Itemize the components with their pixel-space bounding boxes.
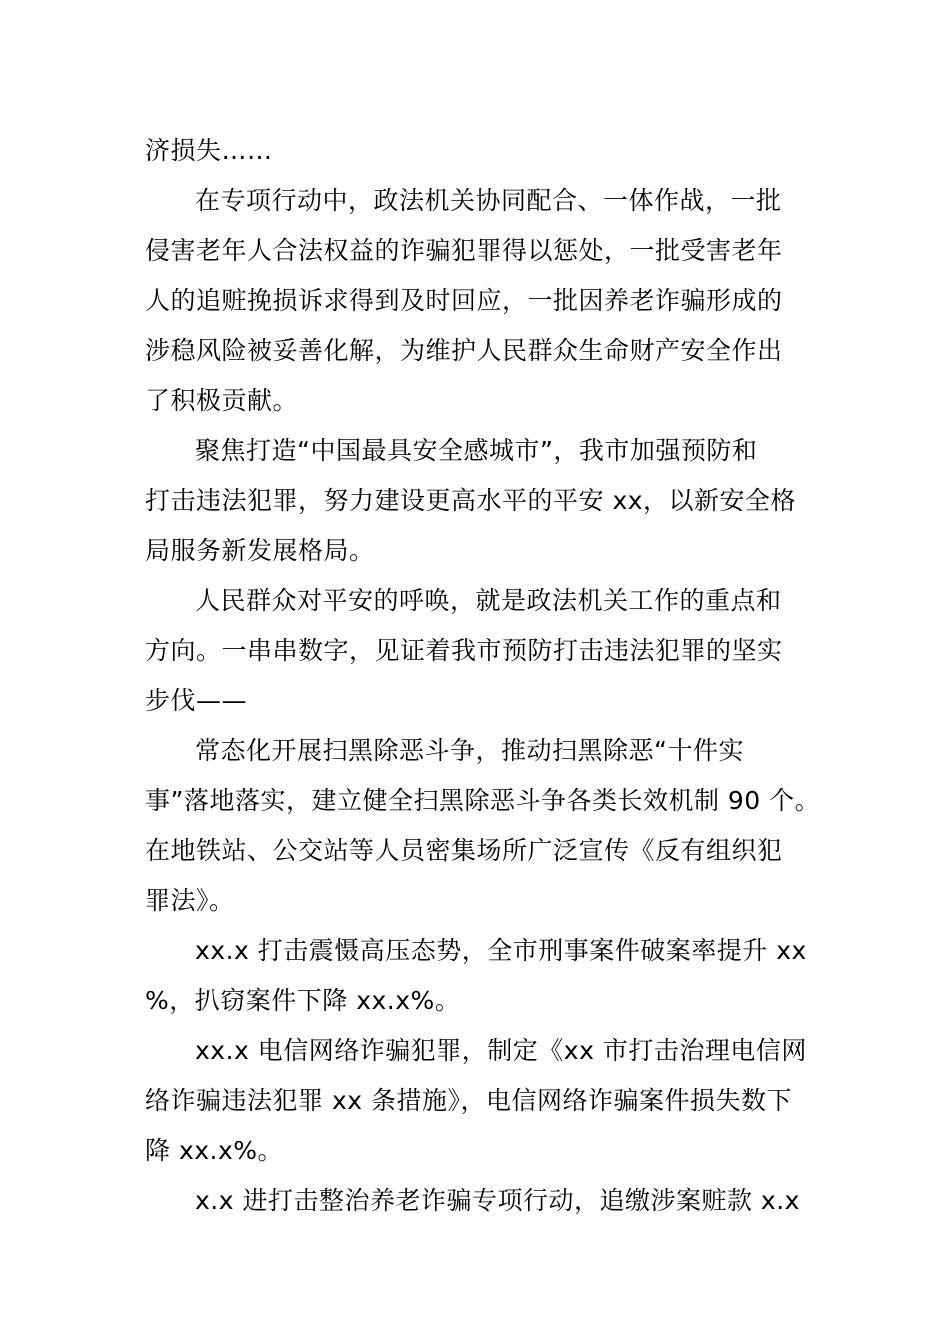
text-line: 侵害老年人合法权益的诈骗犯罪得以惩处，一批受害老年 [145, 236, 783, 265]
text-line: 济损失…… [145, 136, 273, 165]
paragraph-first-line: x.x 进打击整治养老诈骗专项行动，追缴涉案赃款 x.x [195, 1186, 800, 1215]
text-line: 步伐—— [145, 686, 248, 715]
text-line: 方向。一串串数字，见证着我市预防打击违法犯罪的坚实 [145, 636, 783, 665]
text-line: 了积极贡献。 [145, 386, 299, 415]
text-line: 涉稳风险被妥善化解，为维护人民群众生命财产安全作出 [145, 336, 783, 365]
paragraph-first-line: 常态化开展扫黑除恶斗争，推动扫黑除恶“十件实 [195, 736, 744, 765]
text-line: 打击违法犯罪，努力建设更高水平的平安 xx，以新安全格 [145, 486, 797, 515]
paragraph-first-line: 在专项行动中，政法机关协同配合、一体作战，一批 [195, 186, 782, 215]
text-line: 人的追赃挽损诉求得到及时回应，一批因养老诈骗形成的 [145, 286, 783, 315]
text-line: 络诈骗违法犯罪 xx 条措施》，电信网络诈骗案件损失数下 [145, 1086, 792, 1115]
text-line: %，扒窃案件下降 xx.x%。 [145, 986, 461, 1015]
text-line: 罪法》。 [145, 886, 235, 915]
paragraph-first-line: xx.x 电信网络诈骗犯罪，制定《xx 市打击治理电信网 [195, 1036, 807, 1065]
paragraph-first-line: 人民群众对平安的呼唤，就是政法机关工作的重点和 [195, 586, 782, 615]
text-line: 事”落地落实，建立健全扫黑除恶斗争各类长效机制 90 个。 [145, 786, 821, 815]
paragraph-first-line: xx.x 打击震慑高压态势，全市刑事案件破案率提升 xx [195, 936, 807, 965]
text-line: 降 xx.x%。 [145, 1136, 284, 1165]
text-line: 在地铁站、公交站等人员密集场所广泛宣传《反有组织犯 [145, 836, 783, 865]
paragraph-first-line: 聚焦打造“中国最具安全感城市”，我市加强预防和 [195, 436, 758, 465]
text-line: 局服务新发展格局。 [145, 536, 375, 565]
